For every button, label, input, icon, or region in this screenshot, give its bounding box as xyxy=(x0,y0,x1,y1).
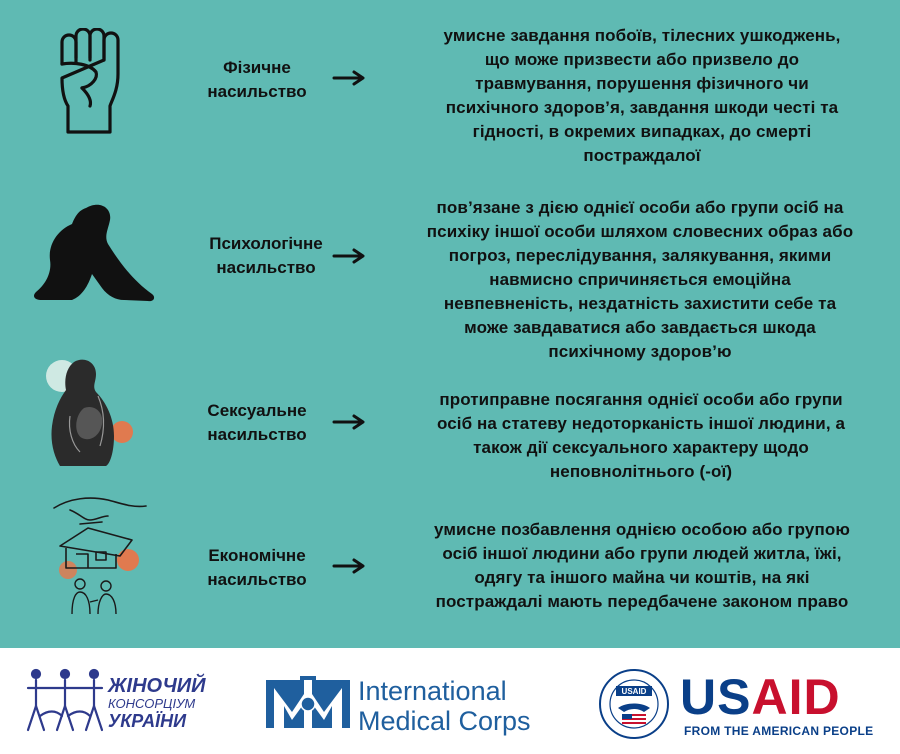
usaid-wordmark xyxy=(680,669,841,725)
desc-line: травмування, порушення фізичного чи xyxy=(475,74,809,93)
womens-consortium-name xyxy=(108,676,206,731)
desc-economic xyxy=(392,518,892,614)
desc-line: може завдаватися або завдається шкода xyxy=(464,318,816,337)
seal-center-text: USAID xyxy=(621,687,647,696)
label-line: Психологічне xyxy=(209,234,323,253)
label-economic xyxy=(182,544,332,592)
desc-line: протиправне посягання однієї особи або групи xyxy=(439,390,843,409)
label-physical xyxy=(182,56,332,104)
shadow-figure-icon xyxy=(40,356,136,468)
desc-line: неповнолітнього (-ої) xyxy=(549,462,733,481)
desc-line: постраждалі мають передбачене законом право xyxy=(435,592,849,611)
label-line: насильство xyxy=(216,258,316,277)
desc-line: психічного здоров’я, завдання шкоди честі та xyxy=(445,98,839,117)
label-sexual xyxy=(182,399,332,447)
desc-line: також дії сексуального характеру щодо xyxy=(473,438,809,457)
desc-line: що може призвести або призвело до xyxy=(484,50,800,69)
desc-line: пов’язане з дією однієї особи або групи осіб на xyxy=(436,198,844,217)
zhk-line: КОНСОРЦІУМ xyxy=(108,696,196,711)
desc-sexual xyxy=(386,388,896,484)
label-line: Фізичне xyxy=(223,58,291,77)
zhk-line: УКРАЇНИ xyxy=(108,711,187,731)
imc-name xyxy=(358,676,531,736)
desc-line: гідності, в окремих випадках, до смерті xyxy=(472,122,812,141)
desc-line: умисне завдання побоїв, тілесних ушкоджень, xyxy=(443,26,841,45)
desc-line: навмисно спричиняється емоційна xyxy=(489,270,791,289)
fist-icon xyxy=(52,28,132,136)
usaid-aid: AID xyxy=(751,669,841,725)
desc-line: осіб на статеву недоторканість іншої людини, а xyxy=(436,414,846,433)
desc-line: одягу та іншого майна чи коштів, на які xyxy=(474,568,810,587)
usaid-seal-icon xyxy=(598,668,670,740)
label-line: Економічне xyxy=(208,546,306,565)
zhk-line: ЖІНОЧИЙ xyxy=(108,675,206,697)
imc-logo-icon xyxy=(264,672,352,736)
desc-line: погроз, переслідування, залякування, якими xyxy=(448,246,832,265)
desc-psychological xyxy=(382,196,898,364)
label-line: насильство xyxy=(207,425,307,444)
arrow-right-icon xyxy=(332,414,366,430)
imc-line: International xyxy=(358,676,507,706)
arrow-right-icon xyxy=(332,70,366,86)
label-line: насильство xyxy=(207,570,307,589)
desc-line: психіку іншої особи шляхом словесних образ або xyxy=(426,222,854,241)
desc-physical xyxy=(392,24,892,168)
desc-line: психічному здоров’ю xyxy=(548,342,732,361)
house-hand-icon xyxy=(50,494,154,620)
arrow-right-icon xyxy=(332,558,366,574)
desc-line: постраждалої xyxy=(583,146,701,165)
desc-line: осіб іншої людини або групи людей житла, їжі, xyxy=(442,544,842,563)
usaid-us: US xyxy=(680,669,752,725)
label-line: насильство xyxy=(207,82,307,101)
usaid-tagline: FROM THE AMERICAN PEOPLE xyxy=(684,724,874,738)
arrow-right-icon xyxy=(332,248,366,264)
label-psychological xyxy=(176,232,356,280)
imc-line: Medical Corps xyxy=(358,706,531,736)
label-line: Сексуальне xyxy=(207,401,307,420)
desc-line: умисне позбавлення однією особою або групою xyxy=(434,520,850,539)
womens-consortium-logo-icon xyxy=(26,666,104,736)
desc-line: невпевненість, нездатність захистити себе та xyxy=(443,294,837,313)
crouching-person-icon xyxy=(28,200,160,304)
